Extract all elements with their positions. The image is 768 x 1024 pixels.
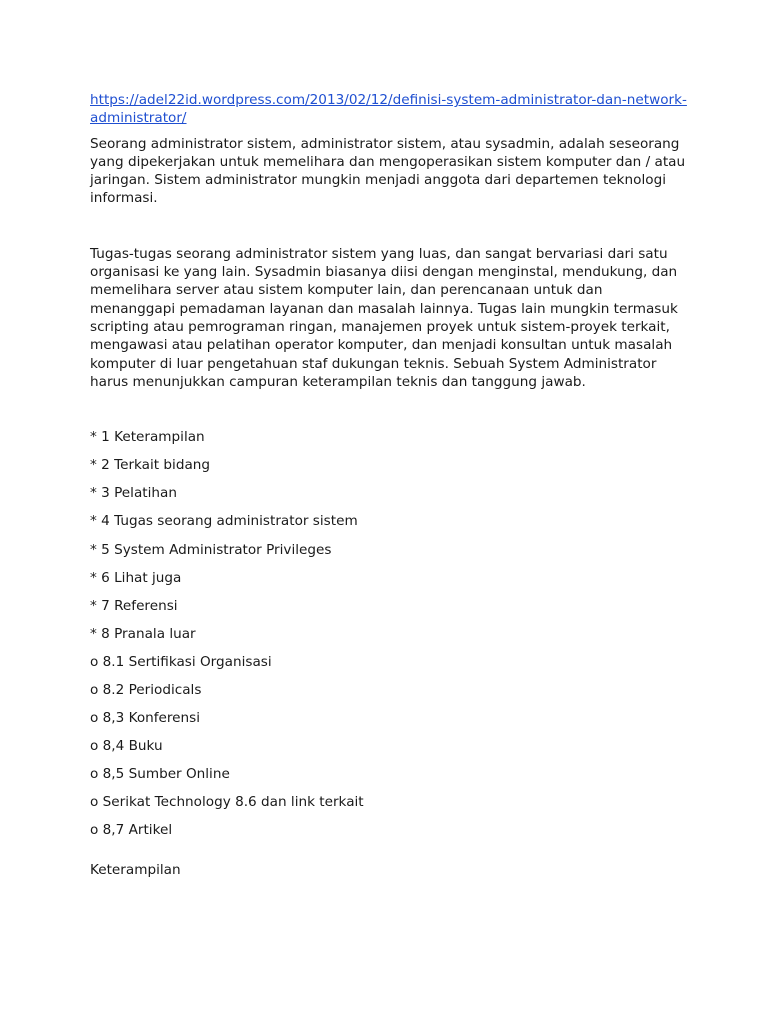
toc-item: o 8,4 Buku xyxy=(90,738,163,755)
toc-item: * 3 Pelatihan xyxy=(90,485,177,502)
toc-item: * 5 System Administrator Privileges xyxy=(90,541,332,558)
section-heading: Keterampilan xyxy=(90,861,181,878)
toc-item: o 8.2 Periodicals xyxy=(90,682,202,698)
toc-item: * 1 Keterampilan xyxy=(90,429,205,446)
toc-item: o Serikat Technology 8.6 dan link terkait xyxy=(90,794,364,811)
toc-item: o 8,5 Sumber Online xyxy=(90,766,230,783)
intro-paragraph: Seorang administrator sistem, administrator sistem, atau sysadmin, adalah seseorang yang dipekerjakan untuk memelihara dan mengoperasikan sistem komputer dan / atau jaringan. Sistem administrator mungkin menjadi anggota dari departemen teknologi informasi. xyxy=(90,135,686,207)
table-of-contents xyxy=(90,428,690,840)
toc-item: * 2 Terkait bidang xyxy=(90,457,211,474)
document-page xyxy=(90,91,690,879)
toc-item: * 7 Referensi xyxy=(90,597,178,614)
toc-item: o 8.1 Sertifikasi Organisasi xyxy=(90,653,272,670)
duties-paragraph: Tugas-tugas seorang administrator sistem yang luas, dan sangat bervariasi dari satu organisasi ke yang lain. Sysadmin biasanya diisi dengan menginstal, mendukung, dan memelihara server atau sistem komputer lain, dan perencanaan untuk dan menanggapi pemadaman layanan dan masalah lainnya. Tugas lain mungkin termasuk scripting atau pemrograman ringan, manajemen proyek untuk sistem-proyek terkait, mengawasi atau pelatihan operator komputer, dan menjadi konsultan untuk masalah komputer di luar pengetahuan staf dukungan teknis. Sebuah System Administrator harus menunjukkan campuran keterampilan teknis dan tanggung jawab. xyxy=(90,245,678,390)
toc-item: * 4 Tugas seorang administrator sistem xyxy=(90,513,358,530)
source-link[interactable]: https://adel22id.wordpress.com/2013/02/12/definisi-system-administrator-dan-network-administrator/ xyxy=(90,92,687,127)
toc-item: o 8,3 Konferensi xyxy=(90,710,201,727)
toc-item: o 8,7 Artikel xyxy=(90,822,173,839)
toc-item: * 6 Lihat juga xyxy=(90,569,182,586)
toc-item: * 8 Pranala luar xyxy=(90,625,196,642)
